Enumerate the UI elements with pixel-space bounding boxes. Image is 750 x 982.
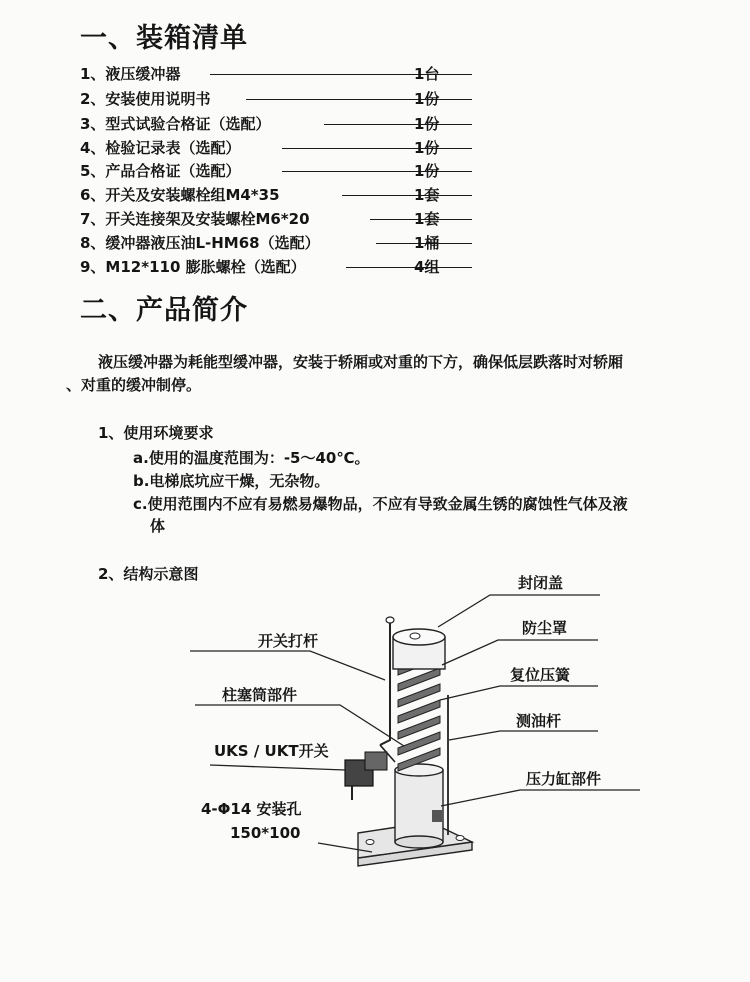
item-label: 4、检验记录表（选配） (80, 139, 241, 157)
label-dust-cover: 防尘罩 (522, 619, 568, 637)
intro-paragraph-line-1: 液压缓冲器为耗能型缓冲器，安装于轿厢或对重的下方，确保低层跌落时对轿厢 (98, 353, 624, 371)
env-item-b: b.电梯底坑应干燥，无杂物。 (133, 472, 330, 490)
label-reset-spring: 复位压簧 (510, 666, 571, 684)
item-qty: 1桶 (414, 234, 440, 252)
label-switch: UKS / UKT开关 (214, 742, 329, 760)
item-label: 5、产品合格证（选配） (80, 162, 241, 180)
env-requirements-heading: 1、使用环境要求 (98, 424, 214, 442)
pressure-cylinder (395, 764, 443, 848)
label-cylinder: 压力缸部件 (526, 770, 602, 788)
item-qty: 1份 (414, 162, 440, 180)
item-label: 8、缓冲器液压油L-HM68（选配） (80, 234, 320, 252)
item-qty: 1份 (414, 90, 440, 108)
intro-paragraph-line-2: 、对重的缓冲制停。 (66, 376, 202, 394)
diagram-heading: 2、结构示意图 (98, 565, 199, 583)
item-label: 7、开关连接架及安装螺栓M6*20 (80, 210, 310, 228)
label-oil-rod: 测油杆 (516, 712, 562, 730)
label-mounting-holes: 4-Φ14 安装孔 (201, 800, 302, 818)
item-qty: 1套 (414, 186, 440, 204)
env-item-c-line-2: 体 (150, 517, 166, 535)
switch-lever (380, 617, 394, 745)
env-item-a: a.使用的温度范围为：-5～40℃。 (133, 449, 370, 467)
env-item-c-line-1: c.使用范围内不应有易燃易爆物品，不应有导致金属生锈的腐蚀性气体及液 (133, 495, 628, 513)
item-qty: 1份 (414, 139, 440, 157)
label-plunger: 柱塞筒部件 (222, 686, 298, 704)
item-label: 1、液压缓冲器 (80, 65, 181, 83)
item-qty: 1套 (414, 210, 440, 228)
item-qty: 1台 (414, 65, 440, 83)
item-label: 2、安装使用说明书 (80, 90, 211, 108)
label-switch-lever: 开关打杆 (258, 632, 319, 650)
label-cover: 封闭盖 (518, 574, 564, 592)
plunger-tube (393, 629, 445, 669)
item-label: 9、M12*110 膨胀螺栓（选配） (80, 258, 306, 276)
reset-spring (398, 652, 440, 771)
item-qty: 1份 (414, 115, 440, 133)
section-title-packing-list: 一、装箱清单 (80, 23, 248, 54)
item-label: 6、开关及安装螺栓组M4*35 (80, 186, 280, 204)
section-title-product-intro: 二、产品简介 (80, 295, 248, 326)
switch-box (345, 745, 395, 800)
item-label: 3、型式试验合格证（选配） (80, 115, 271, 133)
label-base-size: 150*100 (230, 824, 301, 842)
item-qty: 4组 (414, 258, 440, 276)
